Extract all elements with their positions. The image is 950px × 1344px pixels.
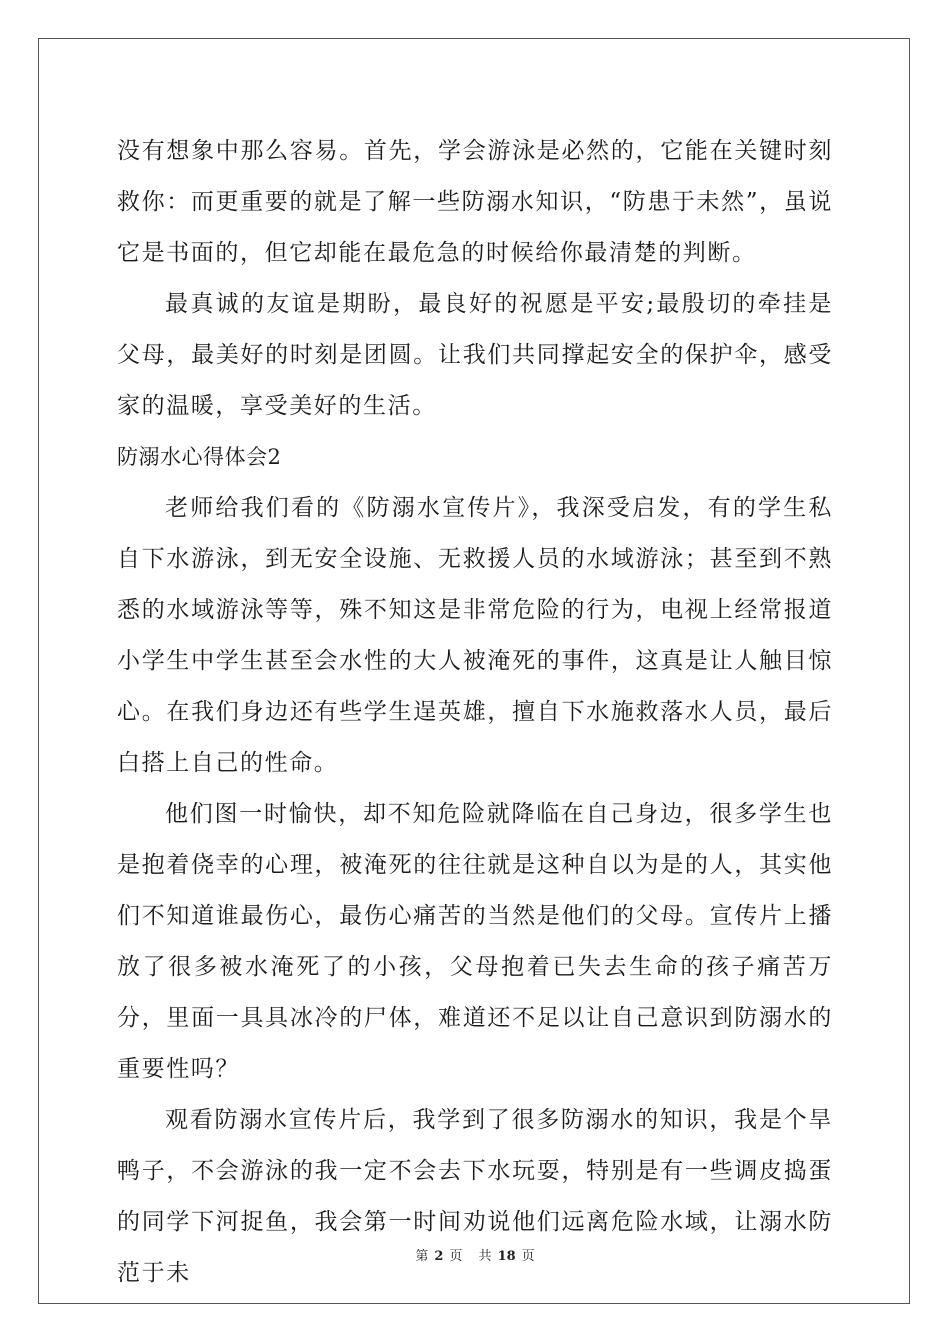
total-indicator [476, 1249, 538, 1264]
document-body [117, 126, 833, 1299]
page-indicator [412, 1249, 465, 1264]
total-prefix: 共 [478, 1249, 492, 1264]
paragraph-2: 最真诚的友谊是期盼，最良好的祝愿是平安;最殷切的牵挂是父母，最美好的时刻是团圆。让我们共同撑起安全的保护伞，感受家的温暖，享受美好的生活。 [117, 291, 833, 419]
page-suffix: 页 [449, 1249, 463, 1264]
page-footer [0, 1245, 950, 1264]
total-pages: 18 [497, 1249, 516, 1264]
paragraph-5: 观看防溺水宣传片后，我学到了很多防溺水的知识，我是个旱鸭子，不会游泳的我一定不会去下水玩耍，特别是有一些调皮捣蛋的同学下河捉鱼，我会第一时间劝说他们远离危险水域，让溺水防范于未 [117, 1107, 833, 1286]
section-heading: 防溺水心得体会2 [117, 445, 282, 469]
paragraph-4: 他们图一时愉快，却不知危险就降临在自己身边，很多学生也是抱着侥幸的心理，被淹死的往往就是这种自以为是的人，其实他们不知道谁最伤心，最伤心痛苦的当然是他们的父母。宣传片上播放了很多被水淹死了的小孩，父母抱着已失去生命的孩子痛苦万分，里面一具具冰冷的尸体，难道还不足以让自己意识到防溺水的重要性吗？ [117, 801, 833, 1082]
total-suffix: 页 [521, 1249, 535, 1264]
paragraph-1: 没有想象中那么容易。首先，学会游泳是必然的，它能在关键时刻救你：而更重要的就是了解一些防溺水知识，“防患于未然”，虽说它是书面的，但它却能在最危急的时候给你最清楚的判断。 [117, 138, 833, 266]
page-number: 2 [434, 1249, 444, 1264]
page-prefix: 第 [415, 1249, 429, 1264]
paragraph-3: 老师给我们看的《防溺水宣传片》，我深受启发，有的学生私自下水游泳，到无安全设施、无救援人员的水域游泳；甚至到不熟悉的水域游泳等等，殊不知这是非常危险的行为，电视上经常报道小学生中学生甚至会水性的大人被淹死的事件，这真是让人触目惊心。在我们身边还有些学生逞英雄，擅自下水施救落水人员，最后白搭上自己的性命。 [117, 495, 833, 776]
